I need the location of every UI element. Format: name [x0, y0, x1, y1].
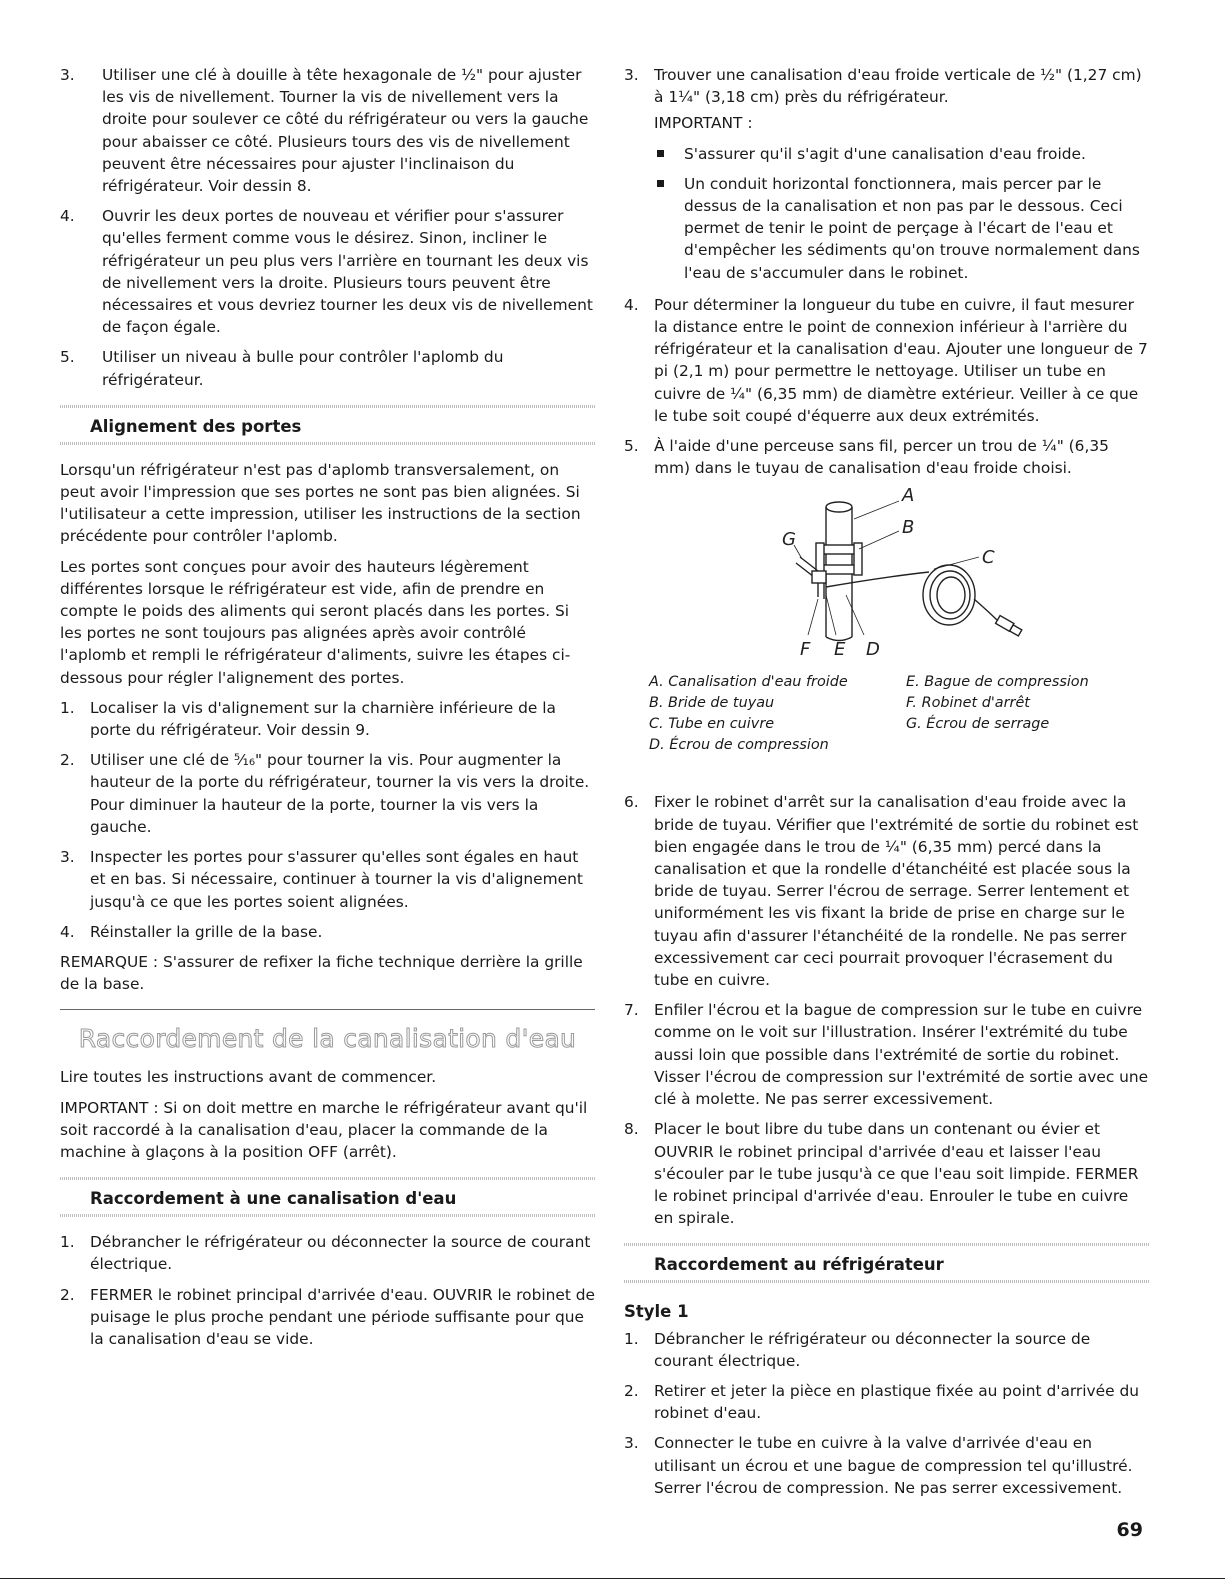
step-text: Connecter le tube en cuivre à la valve d'arrivée d'eau en utilisant un écrou et une bague de compression tel qu'illustré. Serrer l'écrou de compression. Ne pas serrer excessivement.: [654, 1434, 1133, 1497]
step-text: Inspecter les portes pour s'assurer qu'elles sont égales en haut et en bas. Si nécessaire, continuer à tourner la vis d'alignement jusqu'à ce que les portes soient alignées.: [90, 848, 583, 911]
style-heading: Style 1: [624, 1302, 689, 1322]
label-d: D: [866, 639, 880, 661]
legend-item: D. Écrou de compression: [649, 737, 829, 754]
list-item: [624, 294, 1149, 427]
bullet-item: S'assurer qu'il s'agit d'une canalisation d'eau froide.: [654, 143, 1149, 165]
step-number: 3.: [624, 1434, 639, 1453]
alignment-steps: [60, 697, 595, 943]
step-number: 3.: [60, 848, 75, 867]
list-item: [624, 64, 1149, 284]
valve-illustration: [754, 487, 1024, 662]
step-text: Localiser la vis d'alignement sur la charnière inférieure de la porte du réfrigérateur. Voir dessin 9.: [90, 698, 556, 740]
read-all-note: Lire toutes les instructions avant de commencer.: [60, 1068, 437, 1087]
leveling-steps: [60, 64, 595, 391]
list-item: [624, 1328, 1149, 1372]
water-line-steps: [624, 64, 1149, 479]
shutoff-valve-figure: [624, 487, 1149, 777]
legend-item: B. Bride de tuyau: [649, 695, 775, 712]
water-steps: [60, 1231, 595, 1350]
section-divider: [60, 1009, 595, 1010]
fridge-connection-heading: Raccordement au réfrigérateur: [624, 1243, 1149, 1283]
step-text: Trouver une canalisation d'eau froide verticale de ½" (1,27 cm) à 1¼" (3,18 cm) près du réfrigérateur.: [654, 66, 1142, 107]
list-item: [60, 697, 595, 741]
list-item: [624, 999, 1149, 1110]
alignment-paragraph-1: Lorsqu'un réfrigérateur n'est pas d'aplomb transversalement, on peut avoir l'impression que ses portes ne sont pas bien alignées. Si l'utilisateur a cette impression, utiliser les instructions de la section précédente pour contrôler l'aplomb.: [60, 460, 581, 546]
figure-legend-left: [649, 672, 848, 756]
water-connection-heading: Raccordement à une canalisation d'eau: [60, 1177, 595, 1217]
list-item: [60, 846, 595, 913]
step-text: Utiliser un niveau à bulle pour contrôler l'aplomb du réfrigérateur.: [102, 348, 504, 389]
step-text: Utiliser une clé de ⁵⁄₁₆" pour tourner la vis. Pour augmenter la hauteur de la porte du réfrigérateur, tourner la vis vers la droite. Pour diminuer la hauteur de la porte, tourner la vis vers la gauche.: [90, 751, 590, 836]
valve-steps: [624, 791, 1149, 1229]
list-item: [60, 921, 595, 943]
step-text: Retirer et jeter la pièce en plastique fixée au point d'arrivée du robinet d'eau.: [654, 1381, 1139, 1423]
step-number: 2.: [60, 1285, 75, 1304]
step-text: Réinstaller la grille de la base.: [90, 922, 323, 941]
list-item: [624, 1432, 1149, 1499]
label-f: F: [800, 639, 811, 661]
figure-legend-right: [906, 672, 1089, 735]
step-number: 6.: [624, 793, 639, 812]
step-text: Débrancher le réfrigérateur ou déconnecter la source de courant électrique.: [654, 1329, 1091, 1370]
legend-item: G. Écrou de serrage: [906, 716, 1050, 733]
step-number: 5.: [60, 348, 75, 367]
legend-item: E. Bague de compression: [906, 674, 1089, 691]
right-column: [624, 64, 1149, 1507]
left-column: [60, 64, 595, 1358]
list-item: [60, 346, 595, 390]
page-bottom-rule: [0, 1578, 1225, 1579]
label-b: B: [902, 517, 915, 539]
step-number: 5.: [624, 437, 639, 456]
alignment-paragraph-2: Les portes sont conçues pour avoir des hauteurs légèrement différentes lorsque le réfrigérateur est vide, afin de prendre en compte le poids des aliments qui seront placés dans les portes. Si les portes ne sont toujours pas alignées après avoir contrôlé l'aplomb et rempli le réfrigérateur d'aliments, suivre les étapes ci-dessous pour régler l'alignement des portes.: [60, 557, 571, 687]
step-text: Pour déterminer la longueur du tube en cuivre, il faut mesurer la distance entre le point de connexion inférieur à l'arrière du réfrigérateur et la canalisation d'eau. Ajouter une longueur de 7 pi (2,1 m) pour permettre le nettoyage. Utiliser un tube en cuivre de ¼" (6,35 mm) de diamètre extérieur. Veiller à ce que le tube soit coupé d'équerre aux deux extrémités.: [654, 295, 1148, 425]
list-item: [60, 749, 595, 838]
label-a: A: [902, 487, 915, 507]
step-number: 3.: [60, 66, 75, 84]
step-number: 8.: [624, 1120, 639, 1139]
label-c: C: [982, 547, 995, 569]
bullet-square-icon: [657, 180, 664, 187]
section-title: Raccordement de la canalisation d'eau: [78, 1024, 577, 1054]
step-text: Placer le bout libre du tube dans un contenant ou évier et OUVRIR le robinet principal d'arrivée d'eau et laisser l'eau s'écouler par le tube jusqu'à ce que l'eau soit limpide. FERMER le robinet principal d'arrivée d'eau. Enrouler le tube en cuivre en spirale.: [654, 1120, 1139, 1228]
step-text: Utiliser une clé à douille à tête hexagonale de ½" pour ajuster les vis de nivellement. Tourner la vis de nivellement vers la droite pour soulever ce côté du réfrigérateur ou vers la gauche pour abaisser ce côté. Plusieurs tours des vis de nivellement peuvent être nécessaires pour ajuster l'inclinaison du réfrigérateur. Voir dessin 8.: [102, 66, 589, 196]
label-e: E: [834, 639, 846, 661]
step-number: 2.: [60, 751, 75, 770]
important-label: IMPORTANT :: [654, 114, 753, 133]
step-number: 1.: [60, 1233, 75, 1252]
step-number: 4.: [60, 922, 75, 941]
list-item: [60, 1284, 595, 1351]
step-number: 7.: [624, 1001, 639, 1020]
bullet-square-icon: [657, 150, 664, 157]
step-number: 1.: [624, 1329, 639, 1348]
list-item: [624, 435, 1149, 479]
list-item: [60, 1231, 595, 1275]
step-number: 3.: [624, 66, 639, 84]
legend-item: C. Tube en cuivre: [649, 716, 775, 733]
list-item: [624, 1380, 1149, 1424]
step-text: Fixer le robinet d'arrêt sur la canalisation d'eau froide avec la bride de tuyau. Vérifier que l'extrémité de sortie du robinet est bien engagée dans le trou de ¼" (6,35 mm) percé dans la canalisation et que la rondelle d'étanchéité est placée sous la bride de tuyau. Serrer l'écrou de serrage. Serrer lentement et uniformément les vis fixant la bride de prise en charge sur le tuyau afin d'assurer l'étanchéité de la rondelle. Ne pas serrer excessivement car ceci pourrait provoquer l'écrasement du tube en cuivre.: [654, 793, 1139, 990]
step-number: 4.: [60, 207, 75, 226]
step-number: 2.: [624, 1381, 639, 1400]
step-text: FERMER le robinet principal d'arrivée d'eau. OUVRIR le robinet de puisage le plus proche pendant une période suffisante pour que la canalisation d'eau se vide.: [90, 1285, 596, 1348]
list-item: [60, 205, 595, 338]
legend-item: F. Robinet d'arrêt: [906, 695, 1030, 712]
fridge-steps: [624, 1328, 1149, 1499]
remarque-note: REMARQUE : S'assurer de refixer la fiche technique derrière la grille de la base.: [60, 952, 583, 994]
step-text: Débrancher le réfrigérateur ou déconnecter la source de courant électrique.: [90, 1233, 591, 1274]
page-number: 69: [1116, 1519, 1143, 1541]
bullet-item: Un conduit horizontal fonctionnera, mais percer par le dessus de la canalisation et non pas par le dessous. Ceci permet de tenir le point de perçage à l'écart de l'eau et d'empêcher les sédiments qu'on trouve normalement dans l'eau de s'accumuler dans le robinet.: [654, 173, 1149, 284]
list-item: [60, 64, 595, 197]
list-item: [624, 791, 1149, 991]
step-number: 1.: [60, 698, 75, 717]
step-text: Enfiler l'écrou et la bague de compression sur le tube en cuivre comme on le voit sur l'illustration. Insérer l'extrémité du tube aussi loin que possible dans l'extrémité de sortie du robinet. Visser l'écrou de compression sur l'extrémité de sortie avec une clé à molette. Ne pas serrer excessivement.: [654, 1001, 1149, 1109]
step-number: 4.: [624, 295, 639, 314]
important-bullets: [654, 143, 1149, 284]
legend-item: A. Canalisation d'eau froide: [649, 674, 848, 691]
list-item: [624, 1118, 1149, 1229]
step-text: À l'aide d'une perceuse sans fil, percer un trou de ¼" (6,35 mm) dans le tuyau de canalisation d'eau froide choisi.: [654, 437, 1109, 478]
important-note: IMPORTANT : Si on doit mettre en marche le réfrigérateur avant qu'il soit raccordé à la canalisation d'eau, placer la commande de la machine à glaçons à la position OFF (arrêt).: [60, 1098, 588, 1161]
label-g: G: [782, 529, 796, 551]
step-text: Ouvrir les deux portes de nouveau et vérifier pour s'assurer qu'elles ferment comme vous le désirez. Sinon, incliner le réfrigérateur un peu plus vers l'arrière en tournant les deux vis de nivellement vers la droite. Plusieurs tours peuvent être nécessaires et vous devriez tourner les deux vis de nivellement de façon égale.: [102, 207, 593, 337]
alignment-heading: Alignement des portes: [60, 405, 595, 445]
